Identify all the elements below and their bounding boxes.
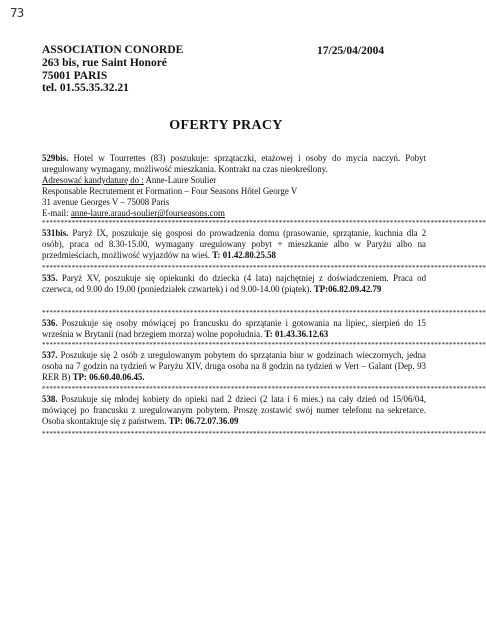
offer-text: Hotel w Tourrettes (83) poszukuje: sprzątaczki, etażowej i osoby do mycia naczyń. Pobyt uregulowany wymagany, możliwość mieszkania. Kontrakt na czas nieokreślony. <box>42 153 426 175</box>
offer-number: 537. <box>42 350 58 360</box>
offer-537 <box>42 350 426 383</box>
offer-phone: TP:06.82.09.42.79 <box>313 284 382 295</box>
offer-number: 536. <box>42 318 58 328</box>
offer-text: Paryż IX, poszukuje się gosposi do prowadzenia domu (prasowanie, sprzątanie, kuchnia dla 2 osób), praca od 8.30-15.00, wymagany uregulowany pobyt + mieszkanie albo w Paryżu albo na przedmieściach, możliwość wyjazdów na wieś. <box>42 228 427 261</box>
offer-text: Poszukuje się młodej kobiety do opieki nad 2 dzieci (2 lata i 6 mies.) na cały dzień od 15/06/04, mówiącej po francusku z uregulowanym pobytem. Proszę zostawić swój numer telefonu na sekretarce. Osoba skontaktuje się z państwem. <box>42 394 426 427</box>
separator: ************************************************************************************************************************ <box>42 264 486 272</box>
org-name: ASSOCIATION CONORDE <box>42 44 184 56</box>
separator: ************************************************************************************************************************ <box>42 430 486 438</box>
offer-536 <box>42 318 426 340</box>
offer-number: 531bis. <box>42 228 69 238</box>
offer-531bis <box>42 228 426 261</box>
email-link[interactable]: anne-laure.araud-soulier@fourseasons.com <box>70 208 225 219</box>
handwritten-page-number: 73 <box>10 6 24 20</box>
offer-phone: T: 01.43.36.12.63 <box>264 329 329 340</box>
page-title: OFERTY PRACY <box>169 118 283 133</box>
apply-label: Adresować kandydaturę do : <box>42 175 144 186</box>
street: 263 bis, rue Saint Honoré <box>42 56 167 69</box>
offer-number: 538. <box>42 394 58 404</box>
offer-538 <box>42 394 426 427</box>
offer-529bis <box>42 153 426 220</box>
offer-phone: T: 01.42.80.25.58 <box>212 250 276 261</box>
offer-number: 529bis. <box>42 153 69 163</box>
offer-phone: TP: 06.72.07.36.09 <box>168 416 239 427</box>
offer-text: Poszukuje się 2 osób z uregulowanym pobytem do sprzątania biur w godzinach wieczornych, jedna osoba na 7 godzin na tydzień w Paryżu XIV, druga osoba na 8 godzin na tydzień w Vert – Galant (Dep. 93 RER B) <box>42 350 426 383</box>
offer-text: Paryż XV, poszukuje się opiekunki do dziecka (4 lata) najchętniej z doświadczeniem. Praca od czerwca, od 9.00 do 19.00 (poniedziałek czwartek) i od 9.00-14.00 (piątek). <box>42 273 427 295</box>
contact-role: Responsable Recrutement et Formation – Four Seasons Hôtel George V <box>42 186 298 197</box>
phone: tel. 01.55.35.32.21 <box>42 82 129 95</box>
offer-number: 535. <box>42 273 58 283</box>
contact-name: Anne-Laure Soulier <box>143 175 217 186</box>
sender-address <box>42 44 183 95</box>
offer-phone: TP: 06.60.40.06.45. <box>72 372 145 383</box>
separator: ************************************************************************************************************************ <box>42 309 486 317</box>
separator: ************************************************************************************************************************ <box>42 385 486 393</box>
document-date: 17/25/04/2004 <box>317 45 385 57</box>
email-label: E-mail: <box>42 208 71 219</box>
separator: ************************************************************************************************************************ <box>42 341 486 349</box>
contact-address: 31 avenue Georges V – 75008 Paris <box>42 197 170 208</box>
separator: ************************************************************************************************************************ <box>42 219 486 227</box>
offer-text: Poszukuje się osoby mówiącej po francusku do sprzątanie i gotowania na lipiec, sierpień do 15 września w Brytanii (nad brzegiem morza) wolne popołudnia. <box>42 318 426 340</box>
city: 75001 PARIS <box>42 69 108 82</box>
offer-535 <box>42 273 426 295</box>
